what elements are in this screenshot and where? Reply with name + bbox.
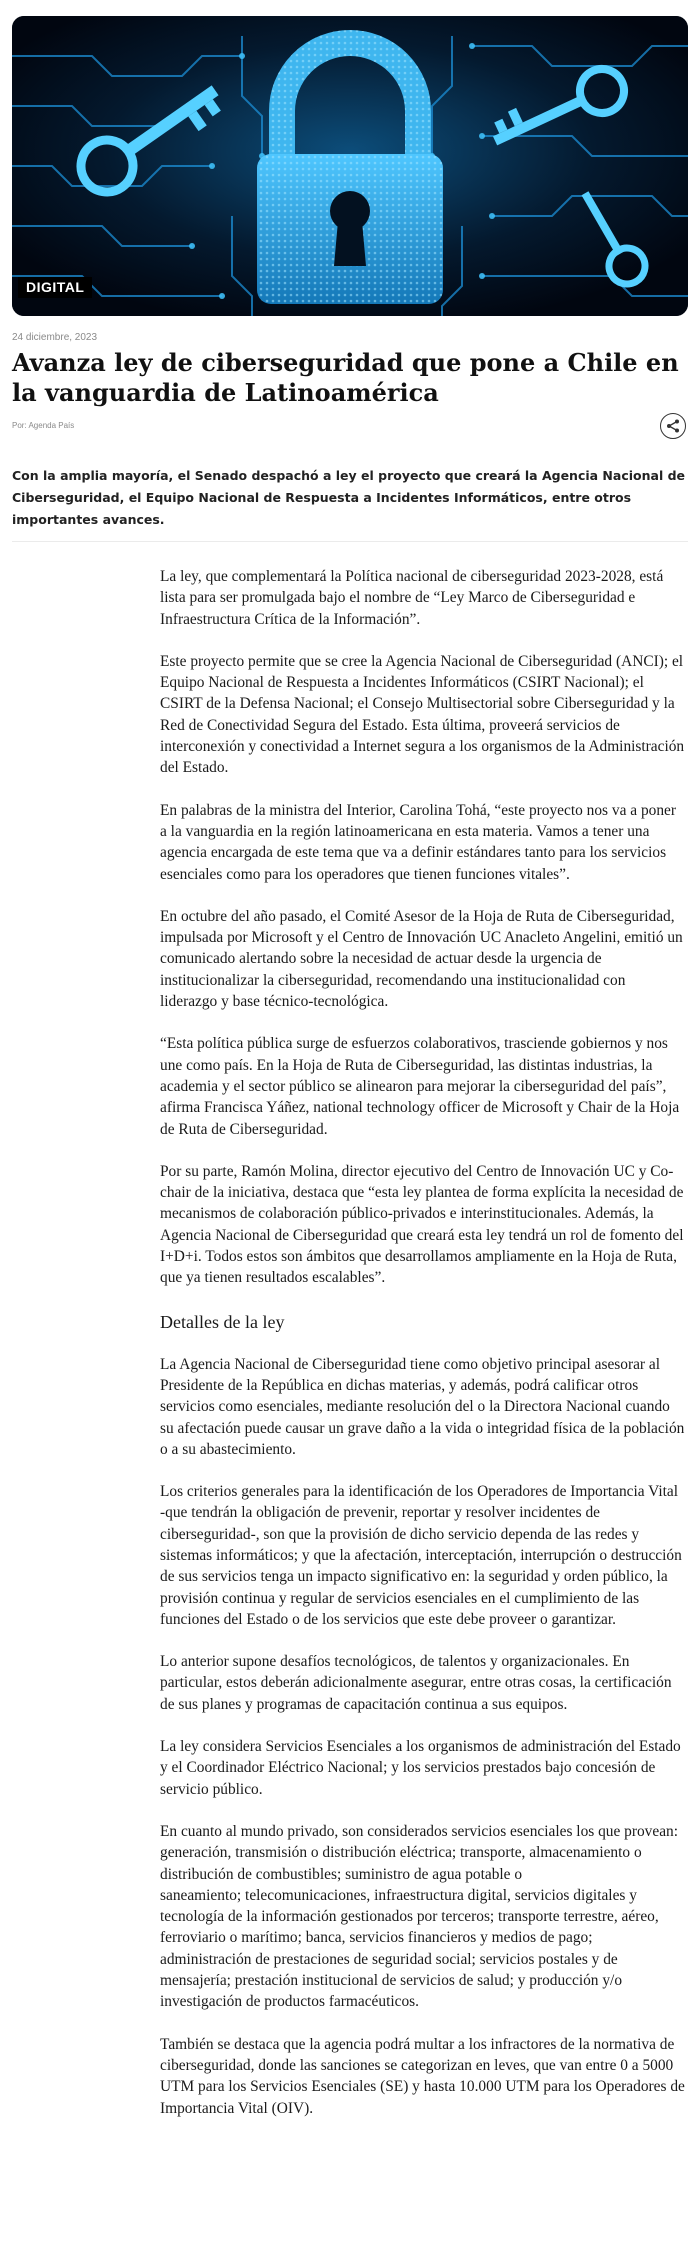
paragraph: Los criterios generales para la identificación de los Operadores de Importancia Vital -que tendrán la obligación de prevenir, reportar y resolver incidentes de ciberseguridad-, son que la provisión de dicho servicio dependa de las redes y sistemas informáticos; y que la afectación, interceptación, interrupción o destrucción de sus servicios tenga un impacto significativo en: la seguridad y orden público, la provisión continua y regular de servicios esenciales en el cumplimiento de las funciones del Estado o de los servicios que este debe proveer o garantizar.	[160, 1483, 682, 1628]
article-lead: Con la amplia mayoría, el Senado despachó a ley el proyecto que creará la Agencia Nacional de Ciberseguridad, el Equipo Nacional de Respuesta a Incidentes Informáticos, entre otros importantes avances.	[12, 468, 686, 527]
paragraph: Lo anterior supone desafíos tecnológicos, de talentos y organizacionales. En particular, estos deberán adicionalmente asegurar, entre otras cosas, la certificación de sus planes y programas de capacitación continua a sus equipos.	[160, 1653, 672, 1713]
paragraph: La ley, que complementará la Política nacional de ciberseguridad 2023-2028, está lista para ser promulgada bajo el nombre de “Ley Marco de Ciberseguridad e Infraestructura Crítica de la Información”.	[160, 568, 664, 628]
article-byline: Por: Agenda País	[12, 421, 75, 430]
article-date: 24 diciembre, 2023	[12, 332, 98, 343]
category-tag[interactable]: DIGITAL	[18, 277, 92, 298]
paragraph: Este proyecto permite que se cree la Agencia Nacional de Ciberseguridad (ANCI); el Equipo Nacional de Respuesta a Incidentes Informáticos (CSIRT Nacional); el CSIRT de la Defensa Nacional; el Consejo Multisectorial sobre Ciberseguridad y la Red de Conectividad Segura del Estado. Esta última, proveerá servicios de interconexión y conectividad a Internet segura a los organismos de la Administración del Estado.	[160, 652, 685, 777]
share-icon	[666, 419, 680, 433]
paragraph: En palabras de la ministra del Interior, Carolina Tohá, “este proyecto nos va a poner a la vanguardia en la región latinoamericana en esta materia. Vamos a tener una agencia encargada de este tema que va a definir estándares tanto para los servicios esenciales como para los operadores que tienen funciones vitales”.	[160, 801, 676, 883]
paragraph: La ley considera Servicios Esenciales a los organismos de administración del Estado y el Coordinador Eléctrico Nacional; y los servicios prestados bajo concesión de servicio público.	[160, 1738, 681, 1798]
article-body	[160, 566, 685, 2140]
page-title: Avanza ley de ciberseguridad que pone a Chile en la vanguardia de Latinoamérica	[12, 348, 679, 407]
paragraph: “Esta política pública surge de esfuerzos colaborativos, trasciende gobiernos y nos une como país. En la Hoja de Ruta de Ciberseguridad, las distintas industrias, la academia y el sector público se alinearon para mejorar la ciberseguridad del país”, afirma Francisca Yáñez, national technology officer de Microsoft y Chair de la Hoja de Ruta de Ciberseguridad.	[160, 1035, 680, 1138]
share-button[interactable]	[660, 413, 686, 439]
paragraph: En cuanto al mundo privado, son considerados servicios esenciales los que provean: generación, transmisión o distribución eléctrica; transporte, almacenamiento o distribución de combustibles; suministro de agua potable o saneamiento; telecomunicaciones, infraestructura digital, servicios digitales y tecnología de la información gestionados por terceros; transporte terrestre, aéreo, ferroviario o marítimo; banca, servicios financieros y medios de pago; administración de prestaciones de seguridad social; servicios postales y de mensajería; prestación institucional de servicios de salud; y producción y/o investigación de productos farmacéuticos.	[160, 1822, 679, 2011]
paragraph: También se destaca que la agencia podrá multar a los infractores de la normativa de ciberseguridad, donde las sanciones se categorizan en leves, que van entre 0 a 5000 UTM para los Servicios Esenciales (SE) y hasta 10.000 UTM para los Operadores de Importancia Vital (OIV).	[160, 2035, 685, 2117]
paragraph: La Agencia Nacional de Ciberseguridad tiene como objetivo principal asesorar al Presidente de la República en dichas materias, y además, podrá calificar otros servicios como esenciales, mediante resolución del o la Directora Nacional cuando su afectación puede causar un grave daño a la vida o integridad física de la población o a su abastecimiento.	[160, 1355, 685, 1458]
cybersecurity-illustration	[12, 16, 688, 316]
hero-image	[12, 16, 688, 316]
paragraph: En octubre del año pasado, el Comité Asesor de la Hoja de Ruta de Ciberseguridad, impulsada por Microsoft y el Centro de Innovación UC Anacleto Angelini, emitió un comunicado alertando sobre la necesidad de actuar desde la urgencia de institucionalizar la ciberseguridad, recomendando una institucionalidad con liderazgo y base técnico-tecnológica.	[160, 907, 683, 1011]
divider	[12, 541, 688, 542]
section-heading: Detalles de la ley	[160, 1311, 285, 1332]
paragraph: Por su parte, Ramón Molina, director ejecutivo del Centro de Innovación UC y Co- chair de la iniciativa, destaca que “esta ley plantea de forma explícita la necesidad de mecanismos de colaboración público-privados e interinstitucionales. Además, la Agencia Nacional de Ciberseguridad que creará esta ley tendrá un rol de fomento del I+D+i. Todos estos son ámbitos que desarrollamos ampliamente en la Hoja de Ruta, que ya tienen resultados escalables”.	[160, 1162, 684, 1287]
